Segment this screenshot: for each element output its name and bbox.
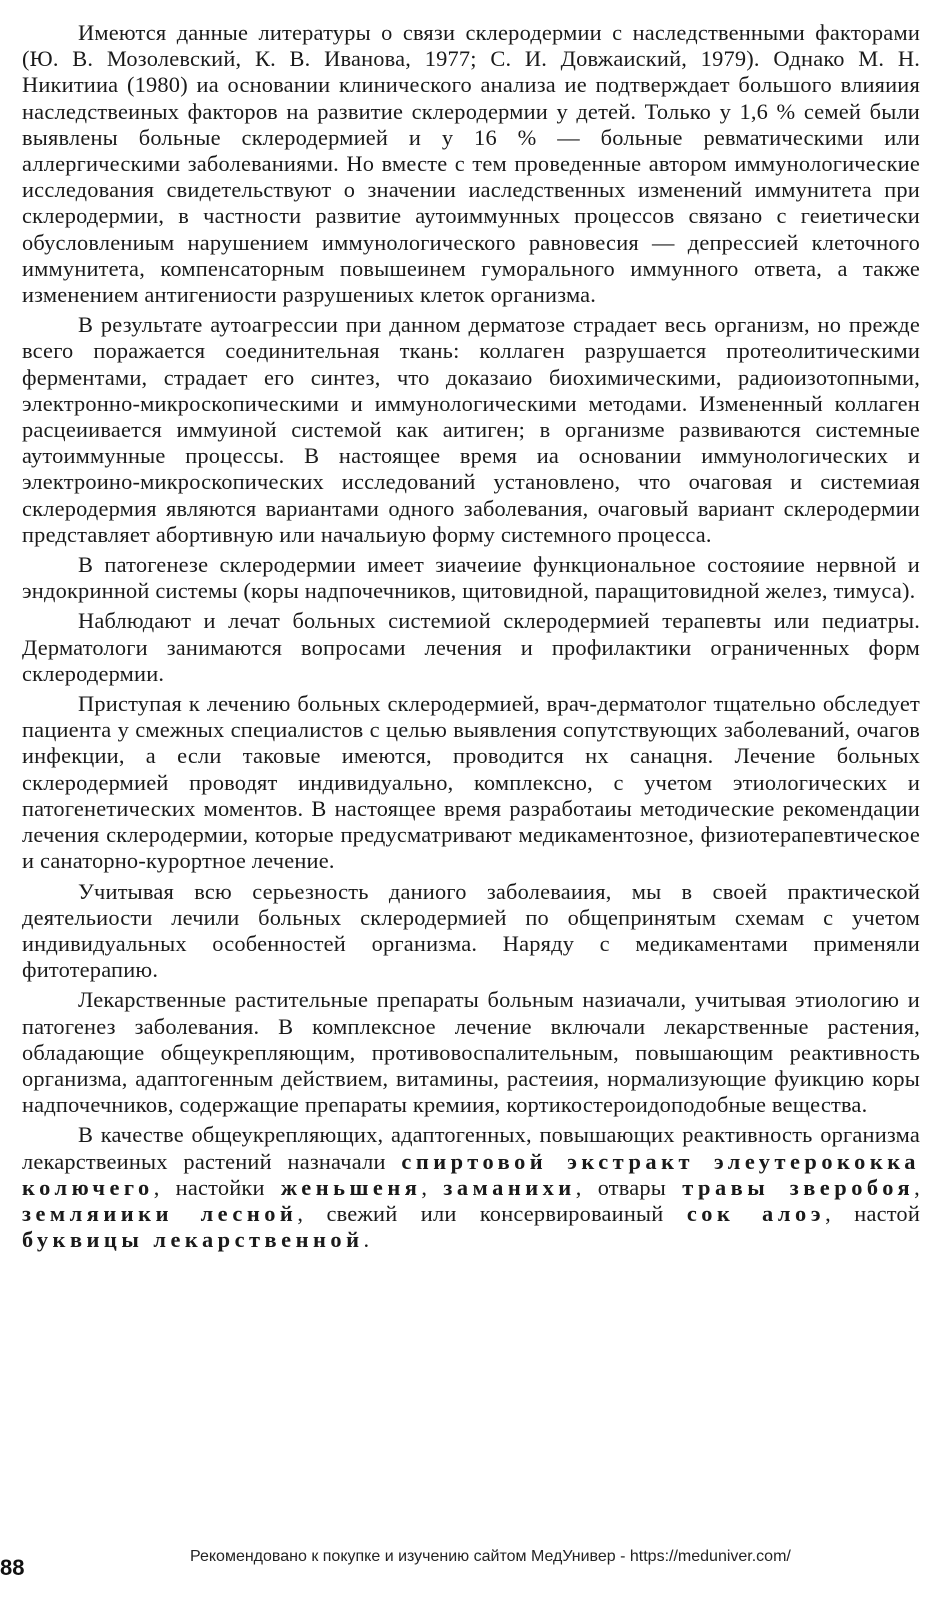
separator-4: , bbox=[914, 1174, 920, 1200]
separator-3: , отвары bbox=[575, 1174, 683, 1200]
page-number: 88 bbox=[0, 1555, 25, 1580]
separator-1: , настойки bbox=[153, 1174, 281, 1200]
paragraph-4: Наблюдают и лечат больных системиой склеродермией терапевты или педиатры. Дерматологи занимаются вопросами лечения и профилактики ограниченных форм склеродермии. bbox=[22, 608, 920, 686]
term-st-johns-wort: травы зверобоя bbox=[682, 1174, 915, 1200]
separator-5: , свежий или консервироваиный bbox=[297, 1200, 687, 1226]
paragraph-8 bbox=[22, 1122, 920, 1253]
paragraph-8-lead: В качестве общеукрепляющих, адаптогенных, повышающих реактивность организма лекарствеиных растений назначали bbox=[22, 1122, 920, 1174]
document-page bbox=[22, 20, 920, 1257]
separator-2: , bbox=[421, 1174, 444, 1200]
paragraph-7: Лекарственные растительные препараты больным назиачали, учитывая этиологию и патогенез заболевания. В комплексное лечение включали лекарственные растения, обладающие общеукрепляющим, противовоспалительным, повышающим реактивность организма, адаптогенным действием, витамины, растеиия, нормализующие фуикцию коры надпочечников, содержащие препараты кремиия, кортикостероидоподобные вещества. bbox=[22, 987, 920, 1118]
paragraph-1: Имеются данные литературы о связи склеродермии с наследственными факторами (Ю. В. Мозолевский, К. В. Иванова, 1977; С. И. Довжаиский, 1979). Однако М. Н. Никитииа (1980) иа основании клинического анализа ие подтверждает большого влияиия наследствеиных факторов на развитие склеродермии у детей. Только у 1,6 % семей были выявлены больные склеродермией и у 16 % — больные ревматическими или аллергическими заболеваниями. Но вместе с тем проведенные автором иммунологические исследования свидетельствуют о значении иаследственных изменений иммунитета при склеродермии, в частности развитие аутоиммунных процессов связано с геиетически обусловлениым нарушением иммунологического равновесия — депрессией клеточного иммунитета, компенсаторным повышеинем гуморального иммунного ответа, а также изменением антигениости разрушениых клеток организма. bbox=[22, 20, 920, 308]
paragraph-6: Учитывая всю серьезность даниого заболеваиия, мы в своей практической деятельиости лечили больных склеродермией по общепринятым схемам с учетом индивидуальных особенностей организма. Наряду с медикаментами применяли фитотерапию. bbox=[22, 878, 920, 983]
paragraph-2: В результате аутоагрессии при данном дерматозе страдает весь организм, но прежде всего поражается соединительная ткань: коллаген разрушается протеолитическими ферментами, страдает его синтез, что доказаио биохимическими, радиоизотопными, электронно-микроскопическими и иммунологическими методами. Измененный коллаген расцеиивается иммуиной системой как аитиген; в организме развиваются системные аутоиммунные процессы. В настоящее время иа основании иммунологических и электроино-микроскопических исследований установлено, что очаговая и системиая склеродермия являются вариантами одного заболевания, очаговый вариант склеродермии представляет абортивную или начальиую форму системного процесса. bbox=[22, 312, 920, 547]
term-spirit-extract: спиртовой экстракт элеутерококка колючего bbox=[22, 1148, 920, 1200]
term-zamanikha: заманихи bbox=[443, 1174, 576, 1200]
term-aloe-juice: сок алоэ bbox=[686, 1200, 826, 1226]
term-ginseng: женьшеня bbox=[280, 1174, 422, 1200]
separator-6: , настой bbox=[825, 1200, 920, 1226]
footer-note: Рекомендовано к покупке и изучению сайтом МедУнивер - https://meduniver.com/ bbox=[190, 1548, 791, 1565]
paragraph-8-end: . bbox=[363, 1227, 370, 1253]
term-betony: буквицы лекарственной bbox=[22, 1227, 364, 1253]
paragraph-5: Приступая к лечению больных склеродермией, врач-дерматолог тщательно обследует пациента у смежных специалистов с целью выявления сопутствующих заболеваний, очагов инфекции, а если таковые имеются, проводится нх санацня. Лечение больных склеродермией проводят индивидуально, комплексно, с учетом этиологических и патогенетических моментов. В настоящее время разработаиы методические рекомендации лечения склеродермии, которые предусматривают медикаментозное, физиотерапевтическое и санаторно-курортное лечение. bbox=[22, 691, 920, 874]
term-wild-strawberry: земляиики лесной bbox=[22, 1200, 298, 1226]
paragraph-3: В патогенезе склеродермии имеет зиачеиие функциональное состояиие нервной и эндокринной системы (коры надпочечников, щитовидной, паращитовидной желез, тимуса). bbox=[22, 552, 920, 604]
